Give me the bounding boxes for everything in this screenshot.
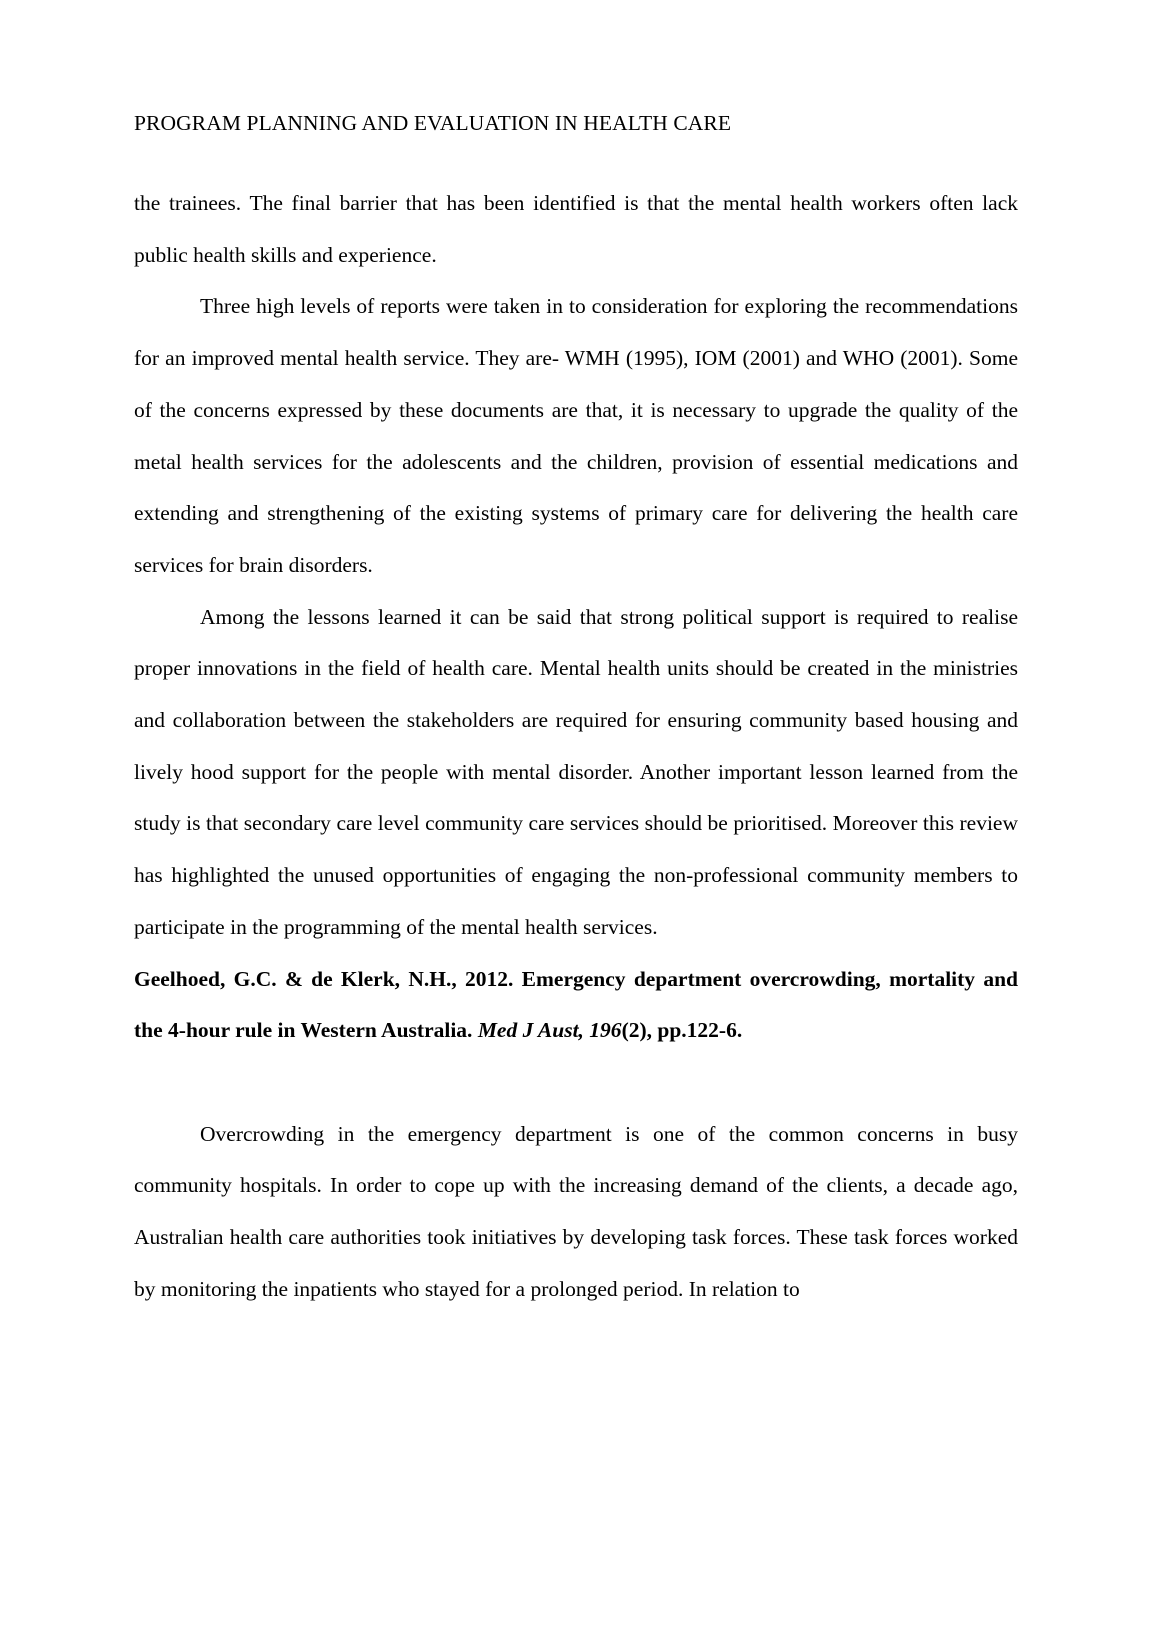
paragraph-spacer bbox=[134, 1057, 1018, 1109]
paragraph-overcrowding: Overcrowding in the emergency department is one of the common concerns in busy community hospitals. In order to cope up with the increasing demand of the clients, a decade ago, Australian health care authorities took initiatives by developing task forces. These task forces worked by monitoring the inpatients who stayed for a prolonged period. In relation to bbox=[134, 1121, 1018, 1301]
document-body bbox=[134, 178, 1018, 1315]
paragraph-three-high-levels: Three high levels of reports were taken in to consideration for exploring the recommendations for an improved mental health service. They are- WMH (1995), IOM (2001) and WHO (2001). Some of the concerns expressed by these documents are that, it is necessary to upgrade the quality of the metal health services for the adolescents and the children, provision of essential medications and extending and strengthening of the existing systems of primary care for delivering the health care services for brain disorders. bbox=[134, 294, 1018, 577]
running-header: PROGRAM PLANNING AND EVALUATION IN HEALTH CARE bbox=[134, 111, 732, 135]
paragraph-trainees: the trainees. The final barrier that has been identified is that the mental health workers often lack public health skills and experience. bbox=[134, 191, 1018, 267]
citation-text-part-two: (2), pp.122-6. bbox=[621, 1018, 743, 1043]
reference-citation bbox=[134, 954, 1018, 1057]
citation-journal-title: Med J Aust, 196 bbox=[477, 1018, 622, 1043]
paragraph-lessons-learned: Among the lessons learned it can be said that strong political support is required to realise proper innovations in the field of health care. Mental health units should be created in the ministries and collaboration between the stakeholders are required for ensuring community based housing and lively hood support for the people with mental disorder. Another important lesson learned from the study is that secondary care level community care services should be prioritised. Moreover this review has highlighted the unused opportunities of engaging the non-professional community members to participate in the programming of the mental health services. bbox=[134, 604, 1018, 939]
citation-text-part-one: Geelhoed, G.C. & de Klerk, N.H., 2012. Emergency department overcrowding, mortality and the 4-hour rule in Western Australia. bbox=[134, 966, 1018, 1043]
